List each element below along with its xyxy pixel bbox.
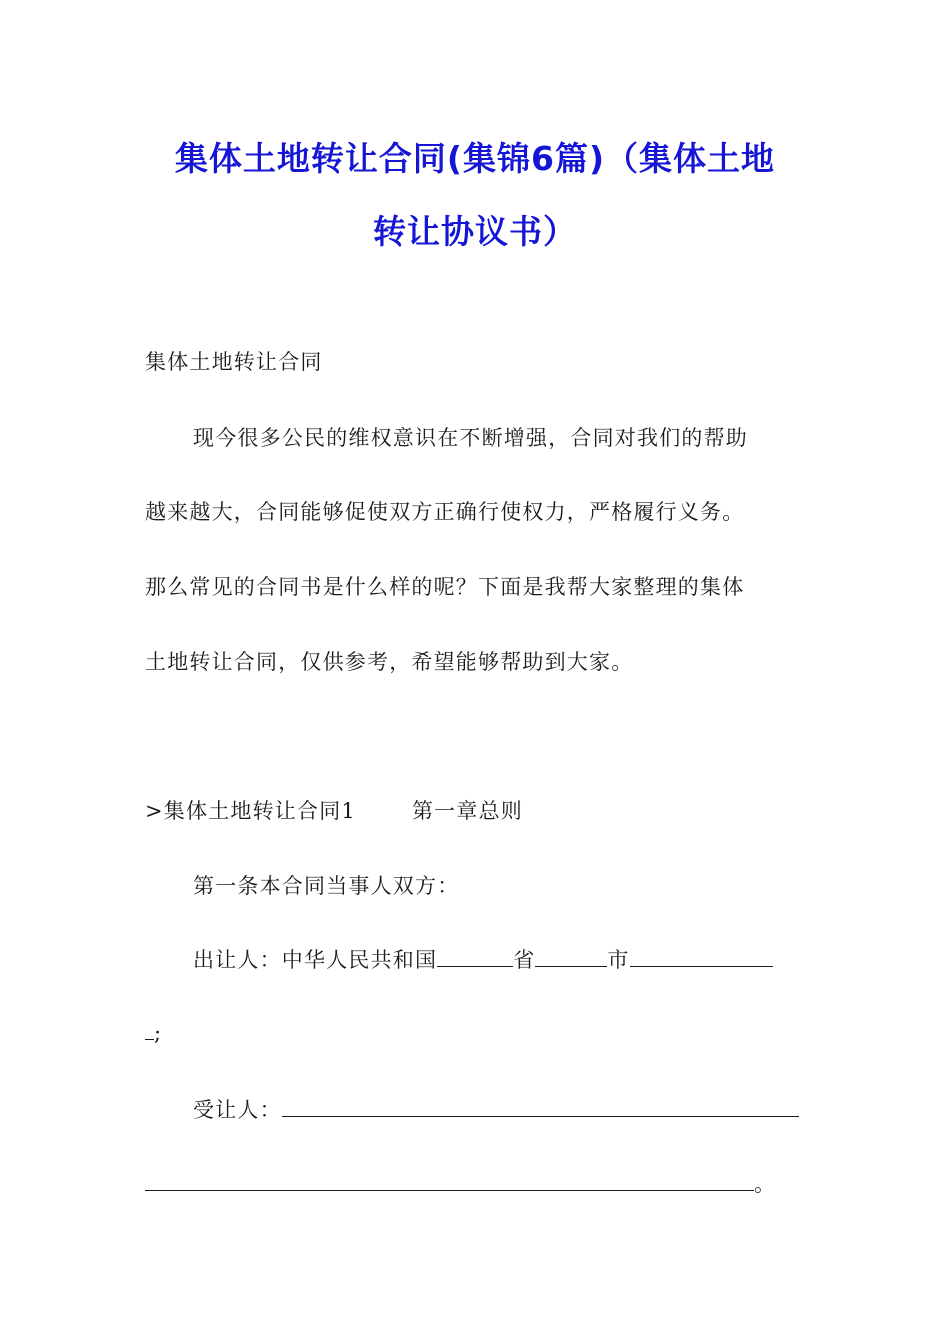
contract-heading-row (145, 795, 523, 825)
article-1: 第一条本合同当事人双方： (193, 874, 460, 898)
transferor-blank (630, 946, 773, 967)
province-label: 省 (513, 948, 536, 972)
transferor-blank-continued (145, 1019, 154, 1040)
contract-heading: >集体土地转让合同1 (145, 799, 356, 823)
intro-paragraph-line-4: 土地转让合同，仅供参考，希望能够帮助到大家。 (145, 650, 634, 674)
transferee-line (193, 1094, 799, 1124)
city-blank (535, 946, 607, 967)
intro-paragraph-line-2: 越来越大，合同能够促使双方正确行使权力，严格履行义务。 (145, 500, 745, 524)
transferor-line (193, 944, 773, 974)
section-heading: 集体土地转让合同 (145, 350, 323, 374)
city-label: 市 (607, 948, 630, 972)
document-title-line-1: 集体土地转让合同(集锦6篇)（集体土地 (174, 139, 776, 178)
intro-paragraph-line-1: 现今很多公民的维权意识在不断增强，合同对我们的帮助 (193, 426, 748, 450)
transferee-end-punct: 。 (754, 1172, 777, 1196)
transferee-blank-continued (145, 1170, 754, 1191)
transferee-line-end (145, 1168, 776, 1198)
transferee-label: 受让人： (193, 1098, 282, 1122)
transferor-end-punct: ; (154, 1021, 163, 1045)
intro-paragraph-line-3: 那么常见的合同书是什么样的呢？下面是我帮大家整理的集体 (145, 575, 745, 599)
transferor-line-end (145, 1019, 162, 1045)
transferee-blank (282, 1096, 799, 1117)
transferor-label: 出让人：中华人民共和国 (193, 948, 438, 972)
province-blank (437, 946, 513, 967)
document-title-line-2: 转让协议书） (373, 212, 577, 251)
chapter-title: 第一章总则 (411, 799, 523, 823)
